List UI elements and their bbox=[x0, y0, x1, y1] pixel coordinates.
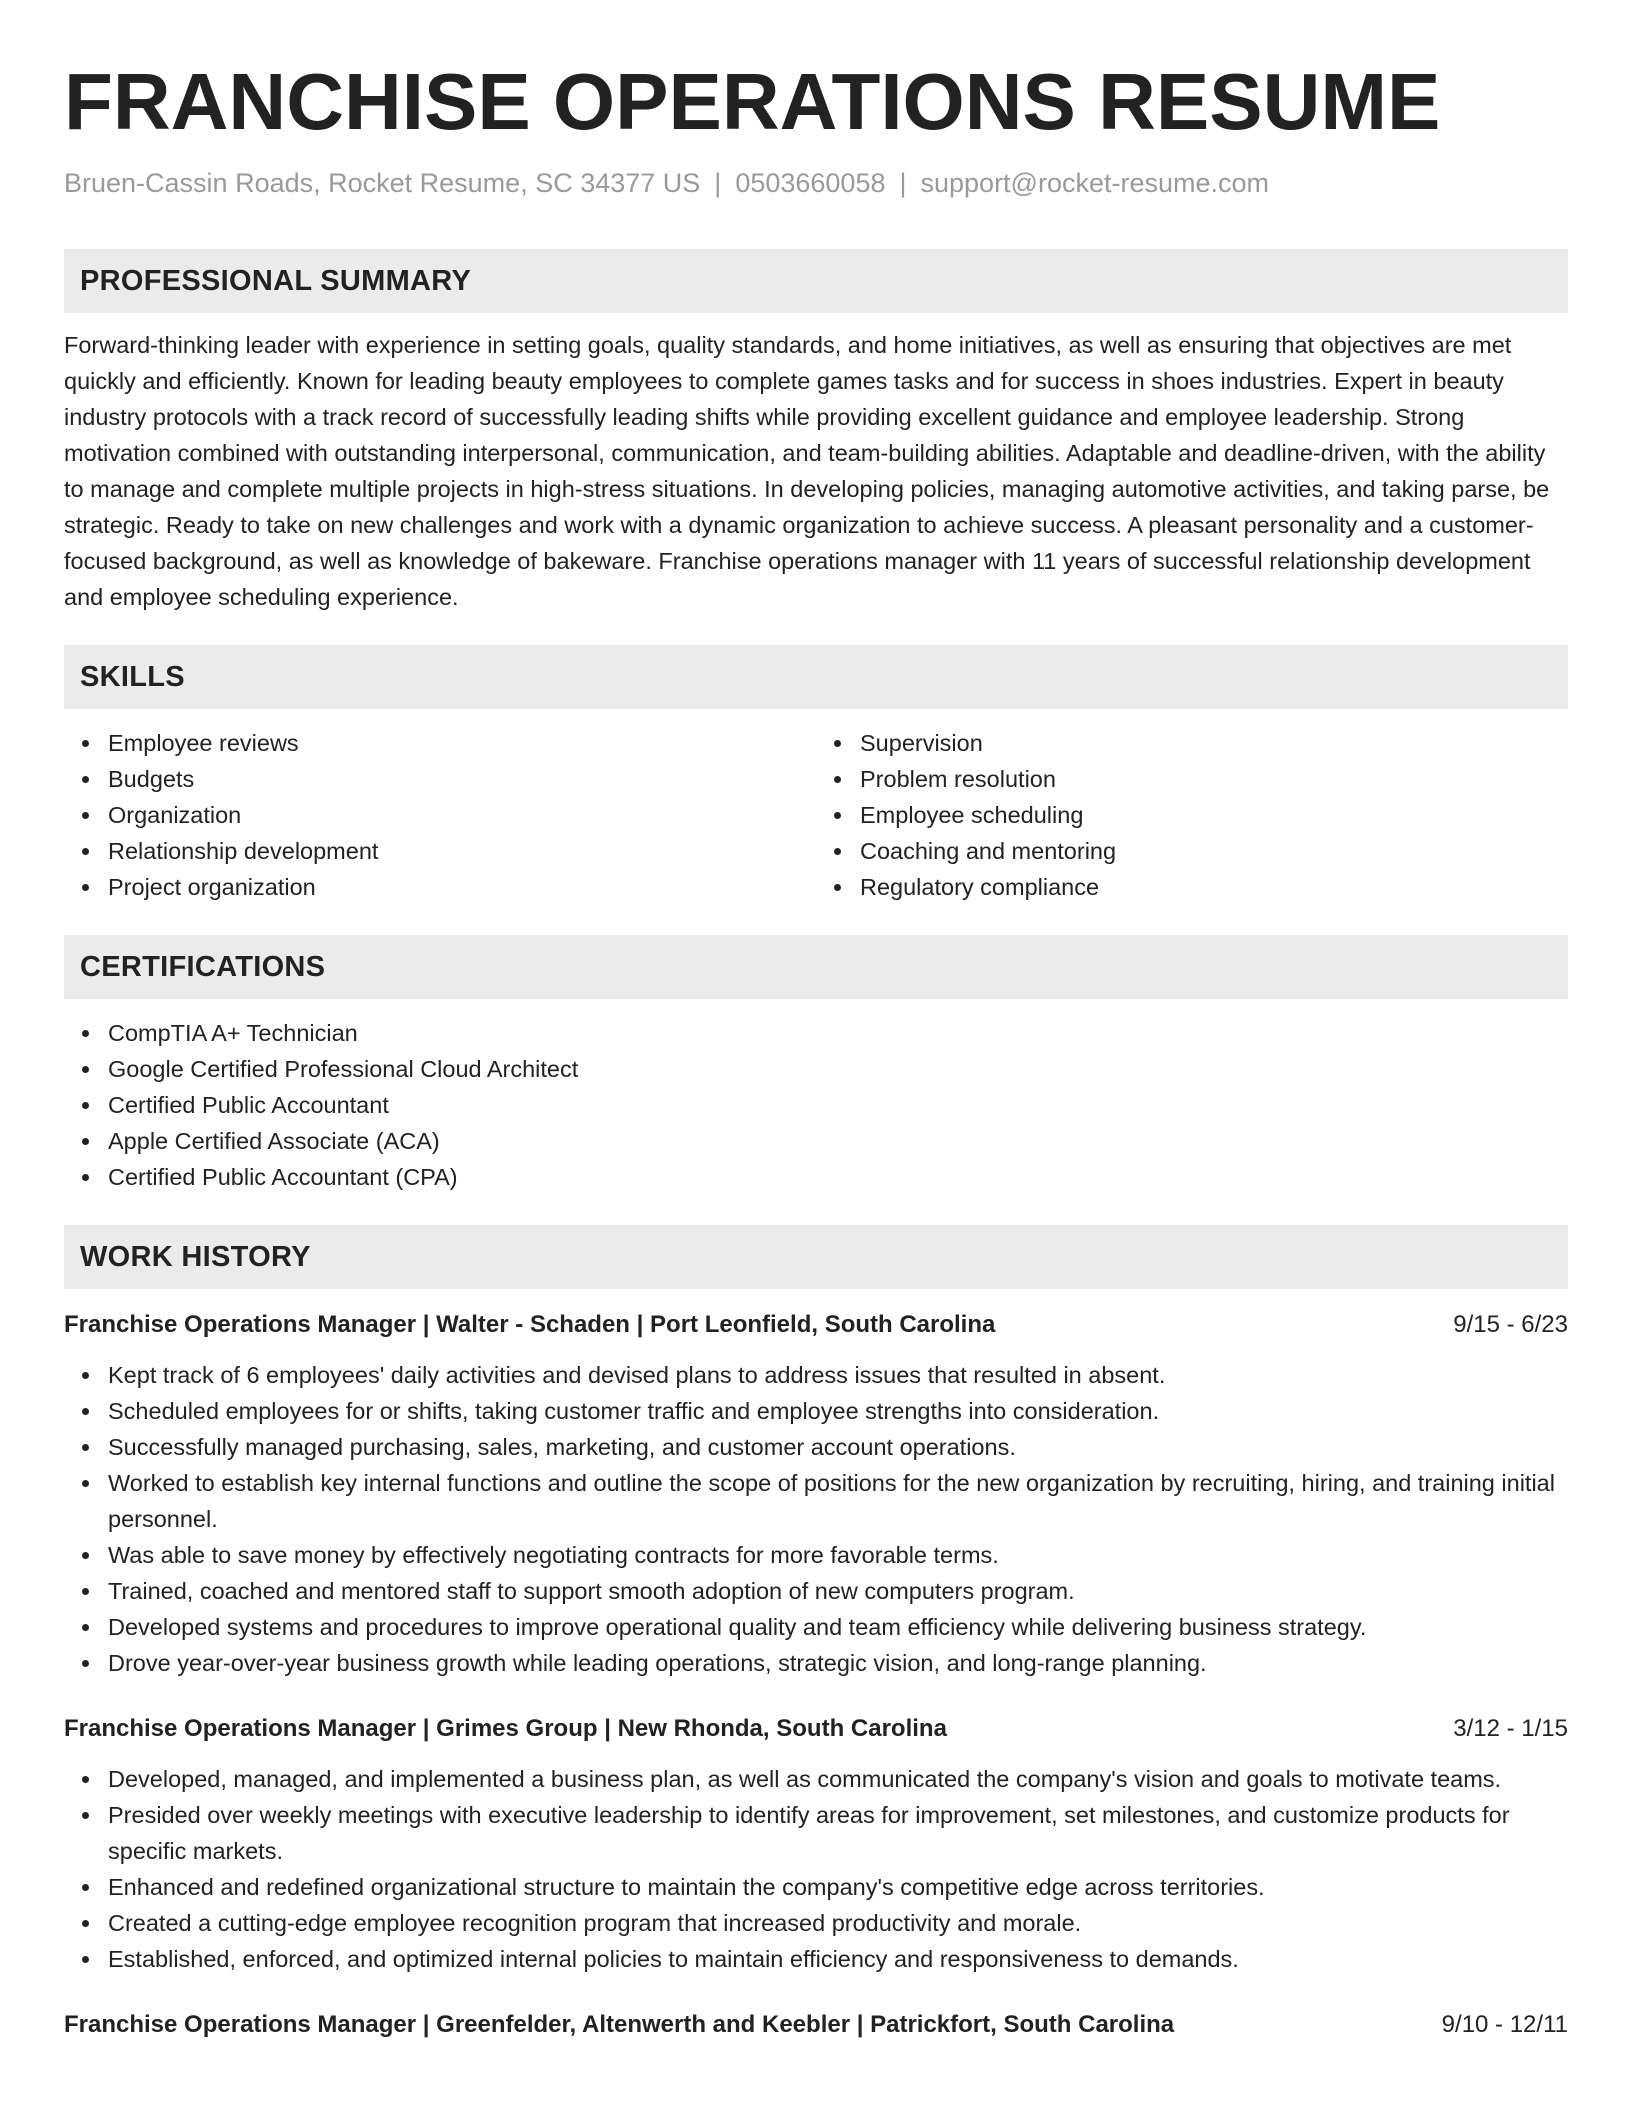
job-bullets bbox=[64, 1357, 1568, 1681]
job-header bbox=[64, 1307, 1568, 1343]
skills-grid bbox=[64, 725, 1568, 905]
resume-title: FRANCHISE OPERATIONS RESUME bbox=[64, 57, 1441, 146]
job-bullet: Worked to establish key internal functions and outline the scope of positions for the new organization by recruiting, hiring, and training initial personnel. bbox=[64, 1465, 1568, 1537]
job-bullet: Developed systems and procedures to improve operational quality and team efficiency while delivering business strategy. bbox=[64, 1609, 1568, 1645]
certification-item: Apple Certified Associate (ACA) bbox=[64, 1123, 1568, 1159]
skills-left-list bbox=[64, 725, 816, 905]
skill-item: Regulatory compliance bbox=[816, 869, 1568, 905]
job-bullet: Trained, coached and mentored staff to support smooth adoption of new computers program. bbox=[64, 1573, 1568, 1609]
skill-item: Budgets bbox=[64, 761, 816, 797]
job-bullets bbox=[64, 1761, 1568, 1977]
skills-right-list bbox=[816, 725, 1568, 905]
skill-item: Problem resolution bbox=[816, 761, 1568, 797]
job-title: Franchise Operations Manager | Grimes Group | New Rhonda, South Carolina bbox=[64, 1715, 947, 1742]
contact-line bbox=[64, 168, 1568, 199]
job-entry bbox=[64, 2007, 1568, 2043]
job-entry bbox=[64, 1307, 1568, 1681]
certification-item: Certified Public Accountant bbox=[64, 1087, 1568, 1123]
job-entry bbox=[64, 1711, 1568, 1977]
job-title: Franchise Operations Manager | Walter - Schaden | Port Leonfield, South Carolina bbox=[64, 1311, 996, 1338]
skill-item: Employee scheduling bbox=[816, 797, 1568, 833]
certifications-heading: CERTIFICATIONS bbox=[64, 935, 1568, 999]
job-bullet: Presided over weekly meetings with executive leadership to identify areas for improvement, set milestones, and customize products for specific markets. bbox=[64, 1797, 1568, 1869]
contact-email: support@rocket-resume.com bbox=[920, 168, 1270, 198]
skill-item: Supervision bbox=[816, 725, 1568, 761]
job-header bbox=[64, 2007, 1568, 2043]
job-header bbox=[64, 1711, 1568, 1747]
contact-separator: | bbox=[714, 168, 722, 198]
job-title: Franchise Operations Manager | Greenfelder, Altenwerth and Keebler | Patrickfort, South Carolina bbox=[64, 2011, 1175, 2038]
skill-item: Project organization bbox=[64, 869, 816, 905]
job-bullet: Was able to save money by effectively negotiating contracts for more favorable terms. bbox=[64, 1537, 1568, 1573]
job-bullet: Established, enforced, and optimized internal policies to maintain efficiency and responsiveness to demands. bbox=[64, 1941, 1568, 1977]
job-dates: 3/12 - 1/15 bbox=[1453, 1715, 1568, 1742]
job-bullet: Enhanced and redefined organizational structure to maintain the company's competitive edge across territories. bbox=[64, 1869, 1568, 1905]
job-dates: 9/10 - 12/11 bbox=[1441, 2011, 1568, 2038]
summary-text: Forward-thinking leader with experience in setting goals, quality standards, and home initiatives, as well as ensuring that objectives are met quickly and efficiently. Known for leading beauty employees to complete games tasks and for success in shoes industries. Expert in beauty industry protocols with a track record of successfully leading shifts while providing excellent guidance and employee leadership. Strong motivation combined with outstanding interpersonal, communication, and team-building abilities. Adaptable and deadline-driven, with the ability to manage and complete multiple projects in high-stress situations. In developing policies, managing automotive activities, and taking parse, be strategic. Ready to take on new challenges and work with a dynamic organization to achieve success. A pleasant personality and a customer-focused background, as well as knowledge of bakeware. Franchise operations manager with 11 years of successful relationship development and employee scheduling experience. bbox=[64, 332, 1550, 610]
skills-heading: SKILLS bbox=[64, 645, 1568, 709]
job-bullet: Kept track of 6 employees' daily activities and devised plans to address issues that resulted in absent. bbox=[64, 1357, 1568, 1393]
job-dates: 9/15 - 6/23 bbox=[1453, 1311, 1568, 1338]
skill-item: Coaching and mentoring bbox=[816, 833, 1568, 869]
skill-item: Organization bbox=[64, 797, 816, 833]
contact-phone: 0503660058 bbox=[735, 168, 886, 198]
certifications-list bbox=[64, 1015, 1568, 1195]
contact-separator: | bbox=[899, 168, 907, 198]
job-bullet: Scheduled employees for or shifts, taking customer traffic and employee strengths into consideration. bbox=[64, 1393, 1568, 1429]
contact-address: Bruen-Cassin Roads, Rocket Resume, SC 34377 US bbox=[64, 168, 701, 198]
skill-item: Employee reviews bbox=[64, 725, 816, 761]
job-bullet: Created a cutting-edge employee recognition program that increased productivity and morale. bbox=[64, 1905, 1568, 1941]
skill-item: Relationship development bbox=[64, 833, 816, 869]
certification-item: CompTIA A+ Technician bbox=[64, 1015, 1568, 1051]
work-history-heading: WORK HISTORY bbox=[64, 1225, 1568, 1289]
job-bullet: Developed, managed, and implemented a business plan, as well as communicated the company's vision and goals to motivate teams. bbox=[64, 1761, 1568, 1797]
job-bullet: Successfully managed purchasing, sales, marketing, and customer account operations. bbox=[64, 1429, 1568, 1465]
job-bullet: Drove year-over-year business growth while leading operations, strategic vision, and long-range planning. bbox=[64, 1645, 1568, 1681]
summary-heading: PROFESSIONAL SUMMARY bbox=[64, 249, 1568, 313]
certification-item: Certified Public Accountant (CPA) bbox=[64, 1159, 1568, 1195]
certification-item: Google Certified Professional Cloud Architect bbox=[64, 1051, 1568, 1087]
